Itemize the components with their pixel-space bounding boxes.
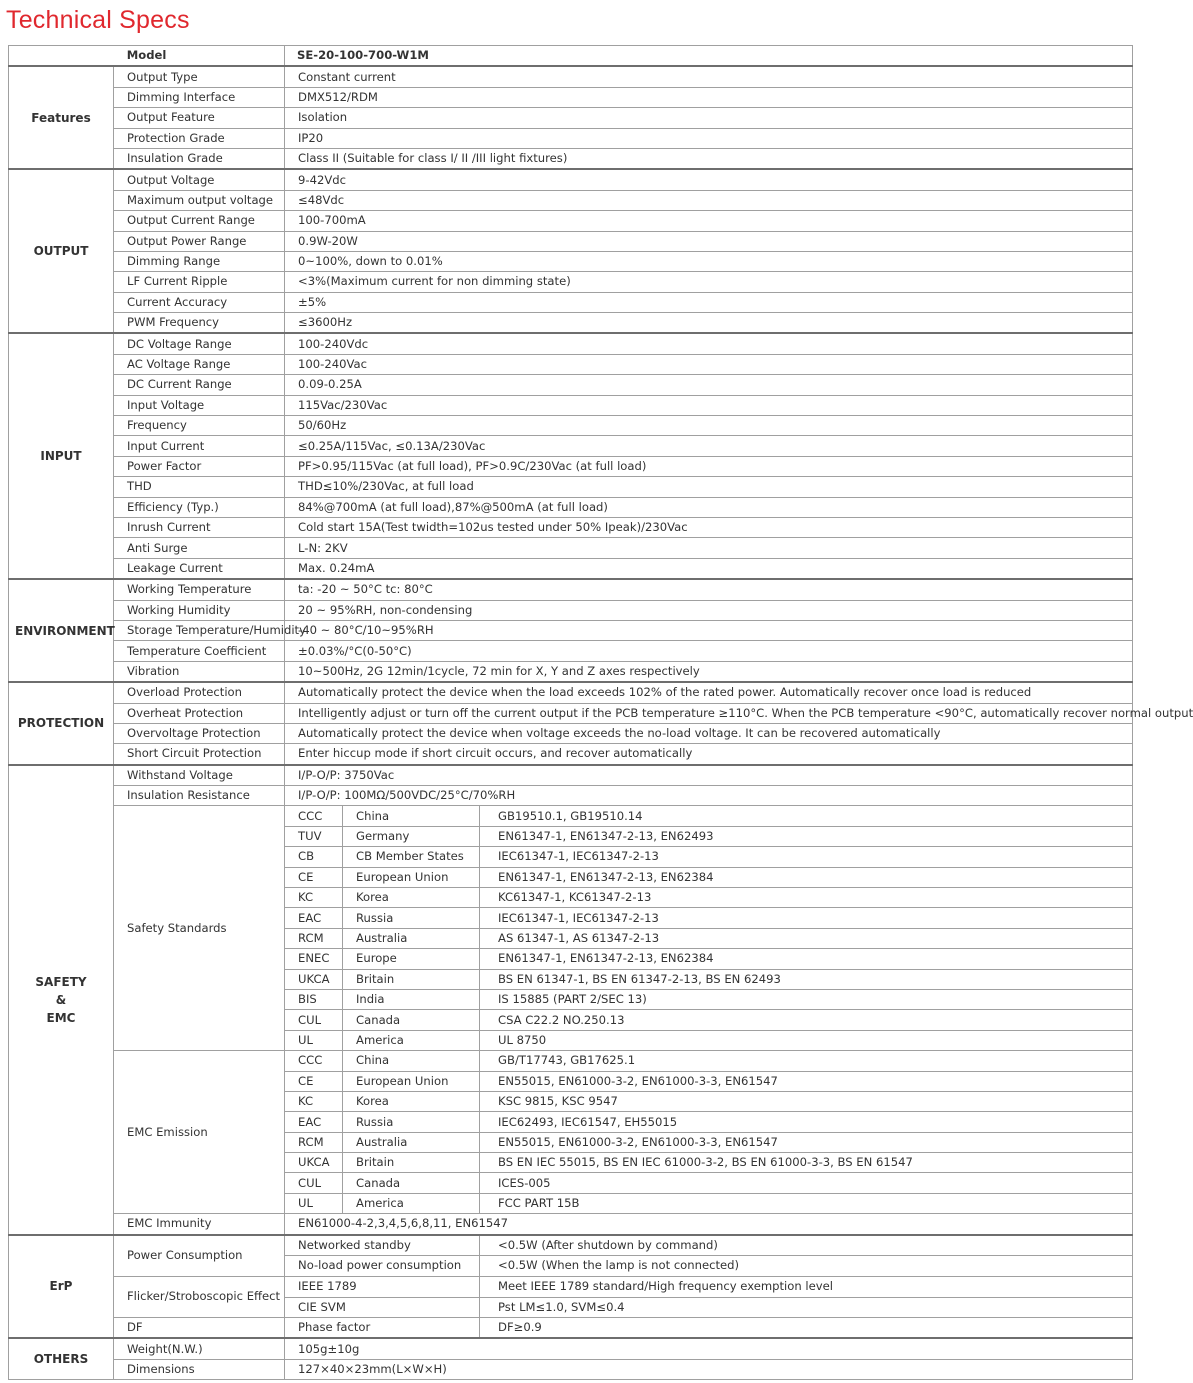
cert-standard: GB19510.1, GB19510.14	[480, 806, 1133, 826]
spec-value: 9-42Vdc	[285, 169, 1133, 190]
spec-value: 20 ~ 95%RH, non-condensing	[285, 600, 1133, 620]
spec-value: Constant current	[285, 66, 1133, 87]
category-environment: ENVIRONMENT	[9, 579, 114, 682]
spec-label: Dimming Interface	[114, 87, 285, 107]
spec-label: Maximum output voltage	[114, 190, 285, 210]
cert-code: UL	[285, 1030, 343, 1050]
erp-value: Pst LM≤1.0, SVM≤0.4	[480, 1297, 1133, 1317]
cert-region: Europe	[343, 949, 480, 969]
spec-value: ≤48Vdc	[285, 190, 1133, 210]
spec-value: Isolation	[285, 108, 1133, 128]
specs-table	[8, 45, 1193, 1380]
cert-code: RCM	[285, 1132, 343, 1152]
table-row	[9, 313, 1133, 334]
spec-label: DC Voltage Range	[114, 333, 285, 354]
cert-standard: BS EN IEC 55015, BS EN IEC 61000-3-2, BS EN 61000-3-3, BS EN 61547	[480, 1153, 1133, 1173]
spec-value: <3%(Maximum current for non dimming state)	[285, 272, 1133, 292]
cert-region: Germany	[343, 826, 480, 846]
category-erp: ErP	[9, 1235, 114, 1339]
spec-label: Efficiency (Typ.)	[114, 497, 285, 517]
model-label: Model	[9, 46, 285, 67]
spec-label: Vibration	[114, 661, 285, 682]
spec-value: 127×40×23mm(L×W×H)	[285, 1359, 1133, 1379]
cert-region: Australia	[343, 1132, 480, 1152]
cert-standard: BS EN 61347-1, BS EN 61347-2-13, BS EN 62493	[480, 969, 1133, 989]
spec-label: Output Type	[114, 66, 285, 87]
spec-value: -40 ~ 80°C/10~95%RH	[285, 620, 1133, 640]
spec-value: ta: -20 ~ 50°C tc: 80°C	[285, 579, 1133, 600]
erp-value: <0.5W (When the lamp is not connected)	[480, 1256, 1133, 1276]
cert-region: Canada	[343, 1173, 480, 1193]
cert-standard: IEC61347-1, IEC61347-2-13	[480, 847, 1133, 867]
spec-label: Working Temperature	[114, 579, 285, 600]
table-row	[9, 558, 1133, 579]
cert-code: CUL	[285, 1173, 343, 1193]
spec-value: ≤3600Hz	[285, 313, 1133, 334]
category-features: Features	[9, 66, 114, 169]
spec-label: Power Factor	[114, 456, 285, 476]
spec-value: THD≤10%/230Vac, at full load	[285, 477, 1133, 497]
cert-standard: IEC62493, IEC61547, EH55015	[480, 1112, 1133, 1132]
spec-value: 115Vac/230Vac	[285, 395, 1133, 415]
spec-value: Intelligently adjust or turn off the current output if the PCB temperature ≥110°C. When the PCB temperature <90°C, automatically recover normal output	[285, 703, 1133, 723]
erp-item: No-load power consumption	[285, 1256, 480, 1276]
cert-standard: EN61347-1, EN61347-2-13, EN62493	[480, 826, 1133, 846]
spec-value: Cold start 15A(Test twidth=102us tested under 50% Ipeak)/230Vac	[285, 517, 1133, 537]
spec-value: 100-240Vac	[285, 354, 1133, 374]
category-safety-emc	[9, 765, 114, 1235]
spec-value: 100-700mA	[285, 211, 1133, 231]
spec-value: Enter hiccup mode if short circuit occurs, and recover automatically	[285, 744, 1133, 765]
table-row	[9, 1235, 1133, 1256]
table-row	[9, 66, 1133, 87]
spec-label: Working Humidity	[114, 600, 285, 620]
table-row	[9, 231, 1133, 251]
cert-code: BIS	[285, 989, 343, 1009]
category-input: INPUT	[9, 333, 114, 579]
table-row	[9, 682, 1133, 703]
cert-standard: KSC 9815, KSC 9547	[480, 1091, 1133, 1111]
spec-value: 84%@700mA (at full load),87%@500mA (at full load)	[285, 497, 1133, 517]
spec-label: Short Circuit Protection	[114, 744, 285, 765]
category-protection: PROTECTION	[9, 682, 114, 765]
spec-label: Protection Grade	[114, 128, 285, 148]
erp-item: CIE SVM	[285, 1297, 480, 1317]
cert-standard: IEC61347-1, IEC61347-2-13	[480, 908, 1133, 928]
table-row	[9, 765, 1133, 786]
cert-region: Canada	[343, 1010, 480, 1030]
spec-value: 105g±10g	[285, 1338, 1133, 1359]
spec-label: PWM Frequency	[114, 313, 285, 334]
cert-region: Korea	[343, 1091, 480, 1111]
cert-region: Britain	[343, 969, 480, 989]
power-consumption-label: Power Consumption	[114, 1235, 285, 1276]
spec-label: DC Current Range	[114, 375, 285, 395]
category-output: OUTPUT	[9, 169, 114, 333]
table-row	[9, 292, 1133, 312]
spec-label: Weight(N.W.)	[114, 1338, 285, 1359]
spec-label: THD	[114, 477, 285, 497]
table-row	[9, 251, 1133, 271]
table-row	[9, 395, 1133, 415]
table-row	[9, 477, 1133, 497]
cert-region: Korea	[343, 888, 480, 908]
spec-label: AC Voltage Range	[114, 354, 285, 374]
table-row	[9, 128, 1133, 148]
spec-value: 10~500Hz, 2G 12min/1cycle, 72 min for X, Y and Z axes respectively	[285, 661, 1133, 682]
table-row	[9, 661, 1133, 682]
table-row	[9, 744, 1133, 765]
cert-standard: AS 61347-1, AS 61347-2-13	[480, 928, 1133, 948]
spec-label: Insulation Grade	[114, 148, 285, 169]
table-row	[9, 517, 1133, 537]
spec-label: Inrush Current	[114, 517, 285, 537]
erp-item: IEEE 1789	[285, 1276, 480, 1297]
table-row	[9, 538, 1133, 558]
table-row	[9, 46, 1133, 67]
emc-emission-label: EMC Emission	[114, 1051, 285, 1214]
spec-value: 0~100%, down to 0.01%	[285, 251, 1133, 271]
cert-standard: FCC PART 15B	[480, 1193, 1133, 1213]
table-row	[9, 375, 1133, 395]
spec-value: 50/60Hz	[285, 416, 1133, 436]
table-row	[9, 579, 1133, 600]
erp-value: <0.5W (After shutdown by command)	[480, 1235, 1133, 1256]
spec-label: Output Current Range	[114, 211, 285, 231]
cert-region: China	[343, 806, 480, 826]
cert-code: UKCA	[285, 1153, 343, 1173]
cert-code: CCC	[285, 806, 343, 826]
cert-code: KC	[285, 1091, 343, 1111]
spec-value: 0.09-0.25A	[285, 375, 1133, 395]
cert-region: America	[343, 1193, 480, 1213]
table-row	[9, 1338, 1133, 1359]
cert-region: CB Member States	[343, 847, 480, 867]
spec-value: IP20	[285, 128, 1133, 148]
page-title: Technical Specs	[6, 6, 190, 34]
spec-value: Max. 0.24mA	[285, 558, 1133, 579]
cert-standard: GB/T17743, GB17625.1	[480, 1051, 1133, 1071]
category-others: OTHERS	[9, 1338, 114, 1379]
spec-label: Output Power Range	[114, 231, 285, 251]
cert-code: CE	[285, 867, 343, 887]
spec-value: DMX512/RDM	[285, 87, 1133, 107]
table-row	[9, 1214, 1133, 1235]
spec-label: Output Feature	[114, 108, 285, 128]
spec-value: 100-240Vdc	[285, 333, 1133, 354]
spec-value: EN61000-4-2,3,4,5,6,8,11, EN61547	[285, 1214, 1133, 1235]
table-row	[9, 703, 1133, 723]
cert-code: CUL	[285, 1010, 343, 1030]
spec-label: Frequency	[114, 416, 285, 436]
cert-code: CB	[285, 847, 343, 867]
table-row	[9, 169, 1133, 190]
table-row	[9, 497, 1133, 517]
cert-region: European Union	[343, 867, 480, 887]
cert-code: CE	[285, 1071, 343, 1091]
table-row	[9, 354, 1133, 374]
cert-region: European Union	[343, 1071, 480, 1091]
cert-code: CCC	[285, 1051, 343, 1071]
spec-value: Class II (Suitable for class I/ II /III light fixtures)	[285, 148, 1133, 169]
cert-region: Britain	[343, 1153, 480, 1173]
table-row	[9, 108, 1133, 128]
erp-item: Networked standby	[285, 1235, 480, 1256]
table-row	[9, 456, 1133, 476]
cert-region: China	[343, 1051, 480, 1071]
spec-label: Overheat Protection	[114, 703, 285, 723]
spec-value: L-N: 2KV	[285, 538, 1133, 558]
spec-label: Current Accuracy	[114, 292, 285, 312]
spec-label: Input Current	[114, 436, 285, 456]
spec-value: 0.9W-20W	[285, 231, 1133, 251]
spec-value: Automatically protect the device when voltage exceeds the no-load voltage. It can be recovered automatically	[285, 723, 1133, 743]
table-row	[9, 806, 1133, 826]
spec-label: Temperature Coefficient	[114, 641, 285, 661]
cert-code: UL	[285, 1193, 343, 1213]
table-row	[9, 723, 1133, 743]
erp-value: DF≥0.9	[480, 1317, 1133, 1338]
spec-value: ±5%	[285, 292, 1133, 312]
spec-value: Automatically protect the device when the load exceeds 102% of the rated power. Automatically recover once load is reduced	[285, 682, 1133, 703]
category-safety-line1: SAFETY	[35, 974, 87, 989]
table-row	[9, 786, 1133, 806]
flicker-label: Flicker/Stroboscopic Effect	[114, 1276, 285, 1317]
spec-value: I/P-O/P: 100MΩ/500VDC/25°C/70%RH	[285, 786, 1133, 806]
cert-region: India	[343, 989, 480, 1009]
table-row	[9, 436, 1133, 456]
safety-standards-label: Safety Standards	[114, 806, 285, 1051]
table-row	[9, 1276, 1133, 1297]
model-value: SE-20-100-700-W1M	[285, 46, 1133, 67]
spec-label: Insulation Resistance	[114, 786, 285, 806]
spec-value: ≤0.25A/115Vac, ≤0.13A/230Vac	[285, 436, 1133, 456]
cert-standard: ICES-005	[480, 1173, 1133, 1193]
cert-code: EAC	[285, 908, 343, 928]
spec-label: Anti Surge	[114, 538, 285, 558]
spec-value: PF>0.95/115Vac (at full load), PF>0.9C/230Vac (at full load)	[285, 456, 1133, 476]
cert-code: UKCA	[285, 969, 343, 989]
table-row	[9, 620, 1133, 640]
table-row	[9, 333, 1133, 354]
table-row	[9, 211, 1133, 231]
spec-label: Storage Temperature/Humidity	[114, 620, 285, 640]
spec-label: Output Voltage	[114, 169, 285, 190]
cert-code: TUV	[285, 826, 343, 846]
table-row	[9, 190, 1133, 210]
cert-standard: EN61347-1, EN61347-2-13, EN62384	[480, 949, 1133, 969]
spec-label: Dimensions	[114, 1359, 285, 1379]
cert-region: Russia	[343, 1112, 480, 1132]
cert-standard: EN55015, EN61000-3-2, EN61000-3-3, EN61547	[480, 1132, 1133, 1152]
cert-region: Russia	[343, 908, 480, 928]
table-row	[9, 148, 1133, 169]
table-row	[9, 416, 1133, 436]
table-row	[9, 600, 1133, 620]
cert-code: EAC	[285, 1112, 343, 1132]
table-row	[9, 272, 1133, 292]
spec-label: LF Current Ripple	[114, 272, 285, 292]
spec-label: Leakage Current	[114, 558, 285, 579]
cert-standard: CSA C22.2 NO.250.13	[480, 1010, 1133, 1030]
spec-value: ±0.03%/°C(0-50°C)	[285, 641, 1133, 661]
cert-standard: UL 8750	[480, 1030, 1133, 1050]
cert-code: KC	[285, 888, 343, 908]
spec-label: Input Voltage	[114, 395, 285, 415]
cert-code: ENEC	[285, 949, 343, 969]
cert-region: America	[343, 1030, 480, 1050]
cert-standard: IS 15885 (PART 2/SEC 13)	[480, 989, 1133, 1009]
cert-region: Australia	[343, 928, 480, 948]
cert-standard: EN55015, EN61000-3-2, EN61000-3-3, EN61547	[480, 1071, 1133, 1091]
table-row	[9, 1317, 1133, 1338]
cert-code: RCM	[285, 928, 343, 948]
df-label: DF	[114, 1317, 285, 1338]
erp-value: Meet IEEE 1789 standard/High frequency exemption level	[480, 1276, 1133, 1297]
cert-standard: KC61347-1, KC61347-2-13	[480, 888, 1133, 908]
table-row	[9, 641, 1133, 661]
erp-item: Phase factor	[285, 1317, 480, 1338]
category-safety-line3: EMC	[46, 1010, 76, 1025]
table-row	[9, 1359, 1133, 1379]
spec-value: I/P-O/P: 3750Vac	[285, 765, 1133, 786]
category-safety-line2: &	[55, 992, 67, 1007]
table-row	[9, 87, 1133, 107]
spec-label: Withstand Voltage	[114, 765, 285, 786]
spec-label: EMC Immunity	[114, 1214, 285, 1235]
cert-standard: EN61347-1, EN61347-2-13, EN62384	[480, 867, 1133, 887]
table-row	[9, 1051, 1133, 1071]
spec-label: Overvoltage Protection	[114, 723, 285, 743]
spec-label: Dimming Range	[114, 251, 285, 271]
spec-label: Overload Protection	[114, 682, 285, 703]
